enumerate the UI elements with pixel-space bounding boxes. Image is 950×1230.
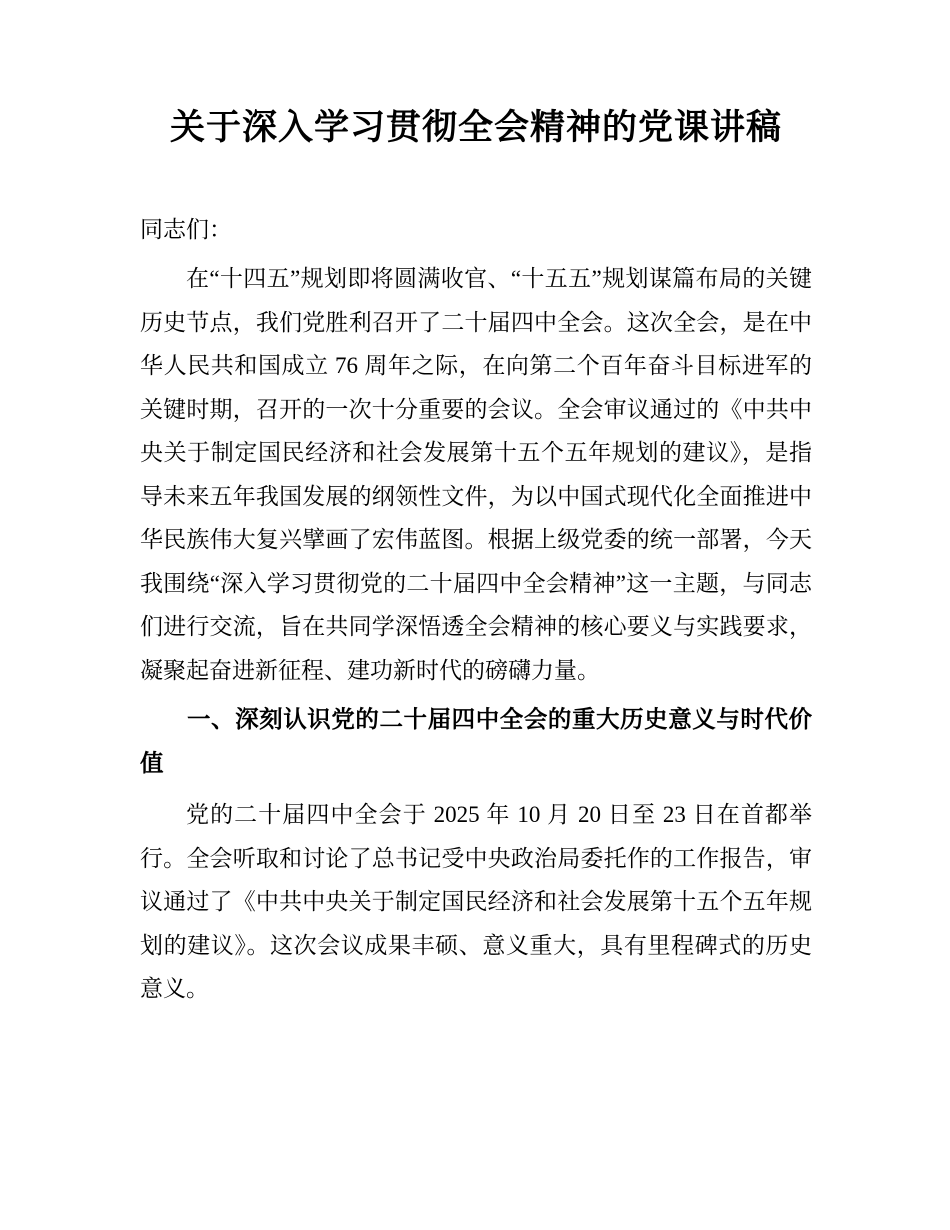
document-title: 关于深入学习贯彻全会精神的党课讲稿 [169,108,782,147]
paragraph-section-1: 党的二十届四中全会于 2025 年 10 月 20 日至 23 日在首都举行。全会听取和讨论了总书记受中央政治局委托作的工作报告，审议通过了《中共中央关于制定国民经济和社会发展第十五个五年规划的建议》。这次会议成果丰硕、意义重大，具有里程碑式的历史意义。 [140,802,812,1002]
paragraph-introduction: 在“十四五”规划即将圆满收官、“十五五”规划谋篇布局的关键历史节点，我们党胜利召开了二十届四中全会。这次全会，是在中华人民共和国成立 76 周年之际，在向第二个百年奋斗目标进军的关键时期，召开的一次十分重要的会议。全会审议通过的《中共中央关于制定国民经济和社会发展第十五个五年规划的建议》，是指导未来五年我国发展的纲领性文件，为以中国式现代化全面推进中华民族伟大复兴擘画了宏伟蓝图。根据上级党委的统一部署，今天我围绕“深入学习贯彻党的二十届四中全会精神”这一主题，与同志们进行交流，旨在共同学深悟透全会精神的核心要义与实践要求，凝聚起奋进新征程、建功新时代的磅礴力量。 [140,266,812,683]
section-heading-1: 一、深刻认识党的二十届四中全会的重大历史意义与时代价值 [140,706,812,776]
salutation-line: 同志们： [140,216,232,242]
